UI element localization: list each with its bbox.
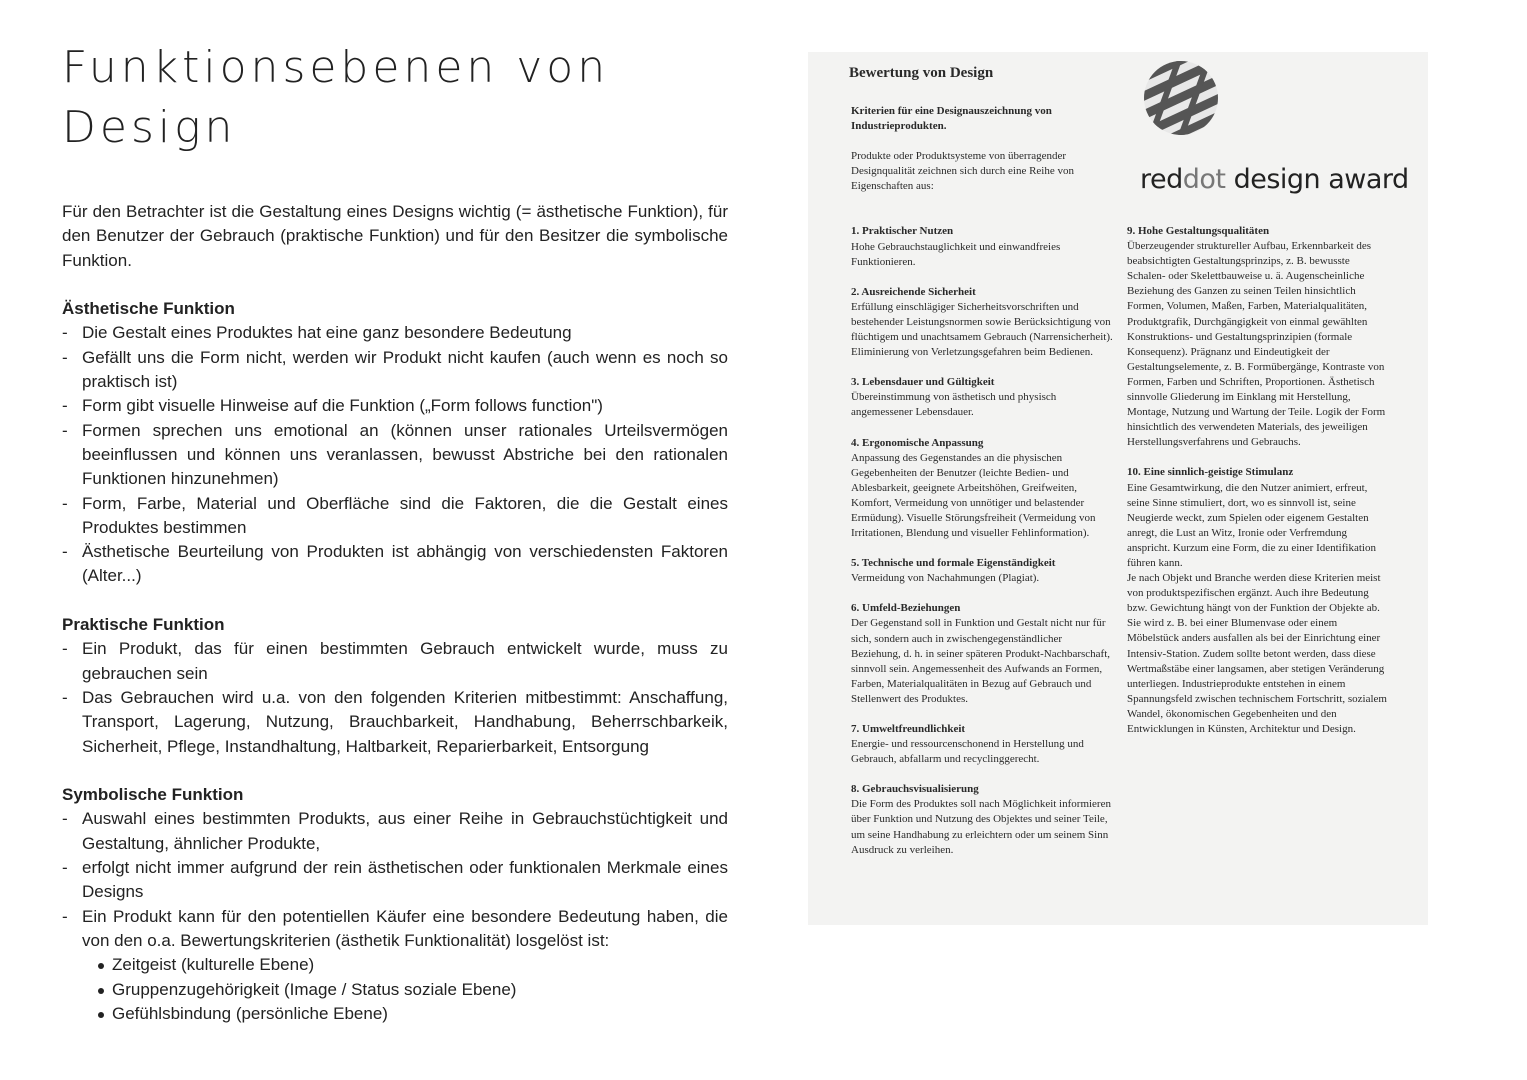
list-item: - Form gibt visuelle Hinweise auf die Funktion („Form follows function") xyxy=(62,394,728,418)
notes-column xyxy=(62,38,728,1026)
criterion-text: Hohe Gebrauchstauglichkeit und einwandfreies Funktionieren. xyxy=(851,240,1061,268)
aesthetic-heading: Ästhetische Funktion xyxy=(62,299,235,319)
brand-rest: design award xyxy=(1225,164,1409,195)
criterion-text: Übereinstimmung von ästhetisch und physisch angemessener Lebensdauer. xyxy=(851,391,1057,419)
list-item: - Die Gestalt eines Produktes hat eine ganz besondere Bedeutung xyxy=(62,321,728,345)
criterion-title: 2. Ausreichende Sicherheit xyxy=(851,285,976,298)
criterion-title: 6. Umfeld-Beziehungen xyxy=(851,602,961,615)
symbolic-sublist xyxy=(62,953,728,1026)
page-title: Funktionsebenen von Design xyxy=(62,42,610,153)
criterion-text: Anpassung des Gegenstandes an die physischen Gegebenheiten der Benutzer (leichte Bedien- und Ablesbarkeit, geeignete Arbeitshöhen, Greifweiten, Komfort, Vermeidung von unnötiger und belastender Ermüdung). Visuelle Störungsfreiheit (Vermeidung von Irritationen, Blendung und visueller Fehlinformation). xyxy=(851,451,1096,540)
list-item: - Ein Produkt, das für einen bestimmten Gebrauch entwickelt wurde, muss zu gebrauchen sein xyxy=(62,637,728,686)
list-item: - Das Gebrauchen wird u.a. von den folgenden Kriterien mitbestimmt: Anschaffung, Transport, Lagerung, Nutzung, Brauchbarkeit, Handhabung, Beherrschbarkeik, Sicherheit, Pflege, Instandhaltung, Haltbarkeit, Reparierbarkeit, Entsorgung xyxy=(62,686,728,759)
brand-dot: dot xyxy=(1182,164,1226,195)
reddot-globe-logo-icon xyxy=(1141,58,1221,138)
symbolic-heading: Symbolische Funktion xyxy=(62,785,244,805)
criterion-title: 9. Hohe Gestaltungsqualitäten xyxy=(1127,225,1270,237)
list-item: Zeitgeist (kulturelle Ebene) xyxy=(98,953,728,977)
criterion-title: 5. Technische und formale Eigenständigkeit xyxy=(851,557,1056,570)
criterion-title: 1. Praktischer Nutzen xyxy=(851,225,954,238)
practical-list xyxy=(62,637,728,758)
list-item: - Form, Farbe, Material und Oberfläche sind die Faktoren, die die Gestalt eines Produktes bestimmen xyxy=(62,492,728,541)
criterion-text: Energie- und ressourcenschonend in Herstellung und Gebrauch, abfallarm und recyclinggerecht. xyxy=(851,738,1084,766)
list-item: Gruppenzugehörigkeit (Image / Status soziale Ebene) xyxy=(98,978,728,1002)
aesthetic-list xyxy=(62,321,728,588)
symbolic-list xyxy=(62,807,728,953)
criterion-text: Überzeugender struktureller Aufbau, Erkennbarkeit des beabsichtigten Gestaltungsprinzips, z. B. bewusste Schalen- oder Skelettbauweise u. ä. Augenscheinliche Beziehung des Ganzen zu seinen Teilen hinsichtlich Formen, Volumen, Maßen, Farben, Materialqualitäten, Produktgrafik, Durchgängigkeit von einmal gewählten Konstruktions- und Gestaltungsprinzipien (formale Konsequenz). Prägnanz und Eindeutigkeit der Gestaltungselemente, z. B. Formübergänge, Kontraste von Formen, Farben und Schriften, Proportionen. Ästhetisch sinnvolle Gliederung im Einklang mit Herstellung, Montage, Nutzung und Wartung der Teile. Logik der Form hinsichtlich des verwendeten Materials, des jeweiligen Herstellungsverfahrens und Gebrauchs. xyxy=(1127,240,1386,449)
criterion-text: Eine Gesamtwirkung, die den Nutzer animiert, erfreut, seine Sinne stimuliert, dort, wo es sinnvoll ist, seine Neugierde weckt, zum Spielen oder eigenem Gestalten anregt, die Lust an Witz, Ironie oder Verfremdung anspricht. Kurzum eine Form, die zu einer Identifikation führen kann. xyxy=(1127,481,1376,569)
criterion-text: Die Form des Produktes soll nach Möglichkeit informieren über Funktion und Nutzung des Objektes und seiner Teile, um seine Handhabung zu erleichtern oder um seinem Sinn Ausdruck zu verleihen. xyxy=(851,798,1111,856)
criterion-title: 3. Lebensdauer und Gültigkeit xyxy=(851,376,995,389)
list-item: - Auswahl eines bestimmten Produkts, aus einer Reihe in Gebrauchstüchtigkeit und Gestaltung, ähnlicher Produkte, xyxy=(62,807,728,856)
intro-paragraph: Für den Betrachter ist die Gestaltung eines Designs wichtig (= ästhetische Funktion), für den Benutzer der Gebrauch (praktische Funktion) und für den Besitzer die symbolische Funktion. xyxy=(62,202,728,270)
brand-red: red xyxy=(1140,164,1183,195)
practical-heading: Praktische Funktion xyxy=(62,615,225,635)
criterion-title: 7. Umweltfreundlichkeit xyxy=(851,723,966,735)
list-item: - Ein Produkt kann für den potentiellen Käufer eine besondere Bedeutung haben, die von den o.a. Bewertungskriterien (ästhetik Funktionalität) losgelöst ist: xyxy=(62,905,728,954)
list-item: - Gefällt uns die Form nicht, werden wir Produkt nicht kaufen (auch wenn es noch so praktisch ist) xyxy=(62,346,728,395)
reddot-brand-text xyxy=(1140,164,1409,195)
list-item: - Ästhetische Beurteilung von Produkten ist abhängig von verschiedensten Faktoren (Alter...) xyxy=(62,540,728,589)
article-column-right xyxy=(1127,224,1389,737)
article-subheading: Kriterien für eine Designauszeichnung von Industrieprodukten. xyxy=(851,105,1052,133)
list-item: Gefühlsbindung (persönliche Ebene) xyxy=(98,1002,728,1026)
article-heading: Bewertung von Design xyxy=(849,65,994,81)
criterion-title: 10. Eine sinnlich-geistige Stimulanz xyxy=(1127,466,1294,479)
scanned-article xyxy=(808,52,1428,925)
criterion-text: Vermeidung von Nachahmungen (Plagiat). xyxy=(851,572,1040,585)
criterion-text: Erfüllung einschlägiger Sicherheitsvorschriften und bestehender Leistungsnormen sowie Berücksichtigung von flüchtigem und unachtsamem Gebrauch (Narrensicherheit). Eliminierung von Verletzungsgefahren beim Bedienen. xyxy=(851,300,1113,359)
criterion-text: Der Gegenstand soll in Funktion und Gestalt nicht nur für sich, sondern auch in zwischengegenständlicher Beziehung, d. h. in seiner späteren Produkt-Nachbarschaft, sinnvoll sein. Angemessenheit des Aufwands an Formen, Farben, Materialqualitäten in Bezug auf Gebrauch und Stellenwert des Produktes. xyxy=(851,617,1111,705)
article-lead: Produkte oder Produktsysteme von überragender Designqualität zeichnen sich durch eine Reihe von Eigenschaften aus: xyxy=(851,150,1074,193)
article-column-left xyxy=(851,104,1113,873)
article-closing: Je nach Objekt und Branche werden diese Kriterien meist von produktspezifischen ergänzt. Auch ihre Bedeutung bzw. Gewichtung hängt von der Funktion der Objekte ab. Sie wird z. B. bei einer Blumenvase oder einem Möbelstück anders ausfallen als bei der Einrichtung einer Intensiv-Station. Zudem sollte betont werden, dass diese Wertmaßstäbe einer langsamen, aber stetigen Veränderung unterliegen. Industrieprodukte entstehen in einem Spannungsfeld zwischen technischem Fortschritt, sozialem Wandel, ökonomischen Gegebenheiten und den Entwicklungen in Künsten, Architektur und Design. xyxy=(1127,572,1387,735)
list-item: - Formen sprechen uns emotional an (können unser rationales Urteilsvermögen beeinflussen und können uns veranlassen, bewusst Abstriche bei den rationalen Funktionen hinzunehmen) xyxy=(62,419,728,492)
criterion-title: 8. Gebrauchsvisualisierung xyxy=(851,783,979,796)
list-item: - erfolgt nicht immer aufgrund der rein ästhetischen oder funktionalen Merkmale eines Designs xyxy=(62,856,728,905)
criterion-title: 4. Ergonomische Anpassung xyxy=(851,436,984,449)
